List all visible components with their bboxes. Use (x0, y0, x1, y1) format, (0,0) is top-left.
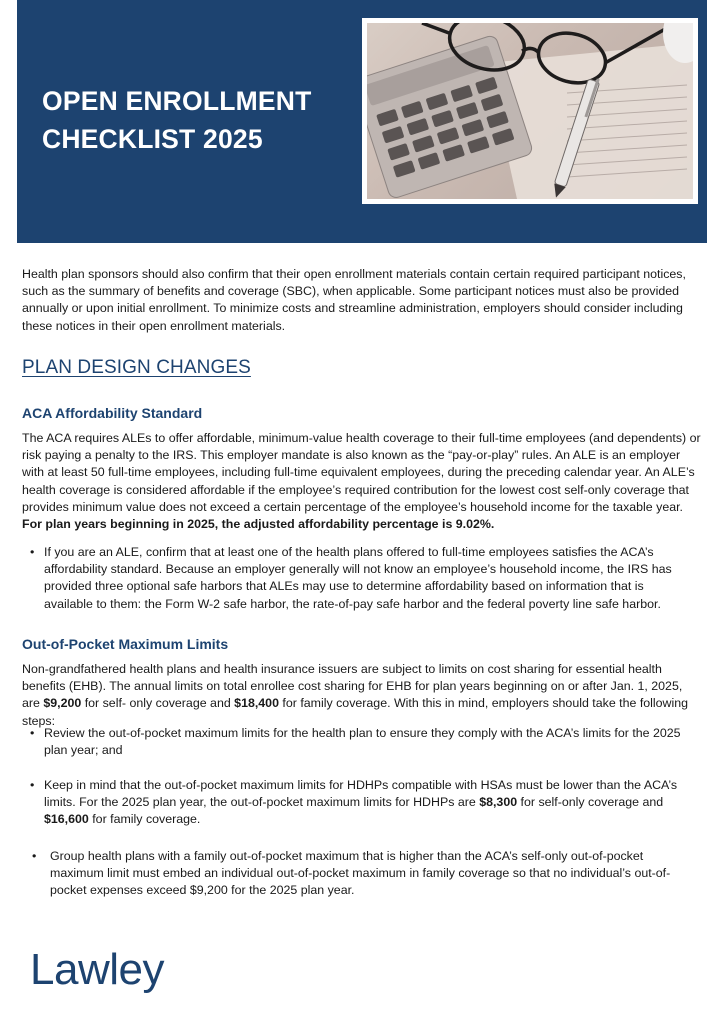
oop-bullet-2-c: for family coverage. (88, 812, 201, 827)
page-title-line-2: CHECKLIST 2025 (42, 124, 263, 154)
oop-bullet-2-self: $8,300 (479, 795, 518, 810)
list-item-oop-bullet-2 (44, 777, 684, 829)
calculator-glasses-pen-photo (367, 23, 693, 199)
header-banner (17, 0, 707, 243)
oop-amount-self: $9,200 (43, 696, 82, 711)
page-title (42, 82, 362, 158)
lawley-logo: Lawley (30, 945, 164, 994)
oop-bullet-2-family: $16,600 (44, 812, 89, 827)
oop-amount-family: $18,400 (234, 696, 279, 711)
intro-paragraph: Health plan sponsors should also confirm that their open enrollment materials contain certain required participant notices, such as the summary of benefits and coverage (SBC), when applicable. Some participant notices must also be provided annually or upon initial enrollment. To minimize costs and streamline administration, employers should consider including these notices in their open enrollment materials. (22, 267, 686, 333)
subheading-out-of-pocket-limits: Out-of-Pocket Maximum Limits (22, 636, 229, 652)
header-photo-frame (362, 18, 698, 204)
oop-paragraph-b: for self- only coverage and (81, 696, 235, 711)
oop-paragraph-c: for family coverage. With this in mind, employers should take the following steps: (22, 696, 689, 728)
subheading-aca-affordability: ACA Affordability Standard (22, 405, 203, 421)
oop-paragraph-a: Non-grandfathered health plans and health insurance issuers are subject to limits on cost sharing for essential health benefits (EHB). The annual limits on total enrollee cost sharing for EHB for plan years beginning on or after Jan. 1, 2025, are (22, 662, 683, 711)
oop-paragraph (22, 661, 702, 730)
oop-bullet-2-a: Keep in mind that the out-of-pocket maximum limits for HDHPs compatible with HSAs must be lower than the ACA’s limits. For the 2025 plan year, the out-of-pocket maximum limits for HDHPs are (44, 778, 678, 810)
aca-paragraph-text: The ACA requires ALEs to offer affordable, minimum-value health coverage to their full-time employees (and dependents) or risk paying a penalty to the IRS. This employer mandate is also known as the “pay-or-play” rules. An ALE is an employer with at least 50 full-time employees, including full-time equivalent employees, during the preceding calendar year. An ALE’s health coverage is considered affordable if the employee’s required contribution for the lowest cost self-only coverage that provides minimum value does not exceed a certain percentage of the employee’s household income for the taxable year. (22, 431, 701, 514)
section-heading-plan-design-changes: PLAN DESIGN CHANGES (22, 357, 251, 378)
aca-paragraph-bold: For plan years beginning in 2025, the adjusted affordability percentage is 9.02%. (22, 517, 495, 532)
aca-paragraph (22, 430, 702, 533)
photo-illustration (367, 23, 693, 199)
page-title-line-1: OPEN ENROLLMENT (42, 86, 312, 116)
list-item-aca-bullet: • If you are an ALE, confirm that at least one of the health plans offered to full-time employees satisfies the ACA’s affordability standard. Because an employer generally will not know an employee’s household income, the IRS has provided three optional safe harbors that ALEs may use to determine affordability based on information that is available to them: the Form W-2 safe harbor, the rate-of-pay safe harbor and the federal poverty line safe harbor. (44, 544, 684, 613)
oop-bullet-2-b: for self-only coverage and (517, 795, 664, 810)
list-item-oop-bullet-1: • Review the out-of-pocket maximum limits for the health plan to ensure they comply with the ACA’s limits for the 2025 plan year; and (44, 725, 684, 759)
list-item-oop-bullet-3: • Group health plans with a family out-of-pocket maximum that is higher than the ACA’s self-only out-of-pocket maximum limit must embed an individual out-of-pocket maximum in family coverage so that no individual’s out-of-pocket expenses exceed $9,200 for the 2025 plan year. (50, 848, 680, 900)
